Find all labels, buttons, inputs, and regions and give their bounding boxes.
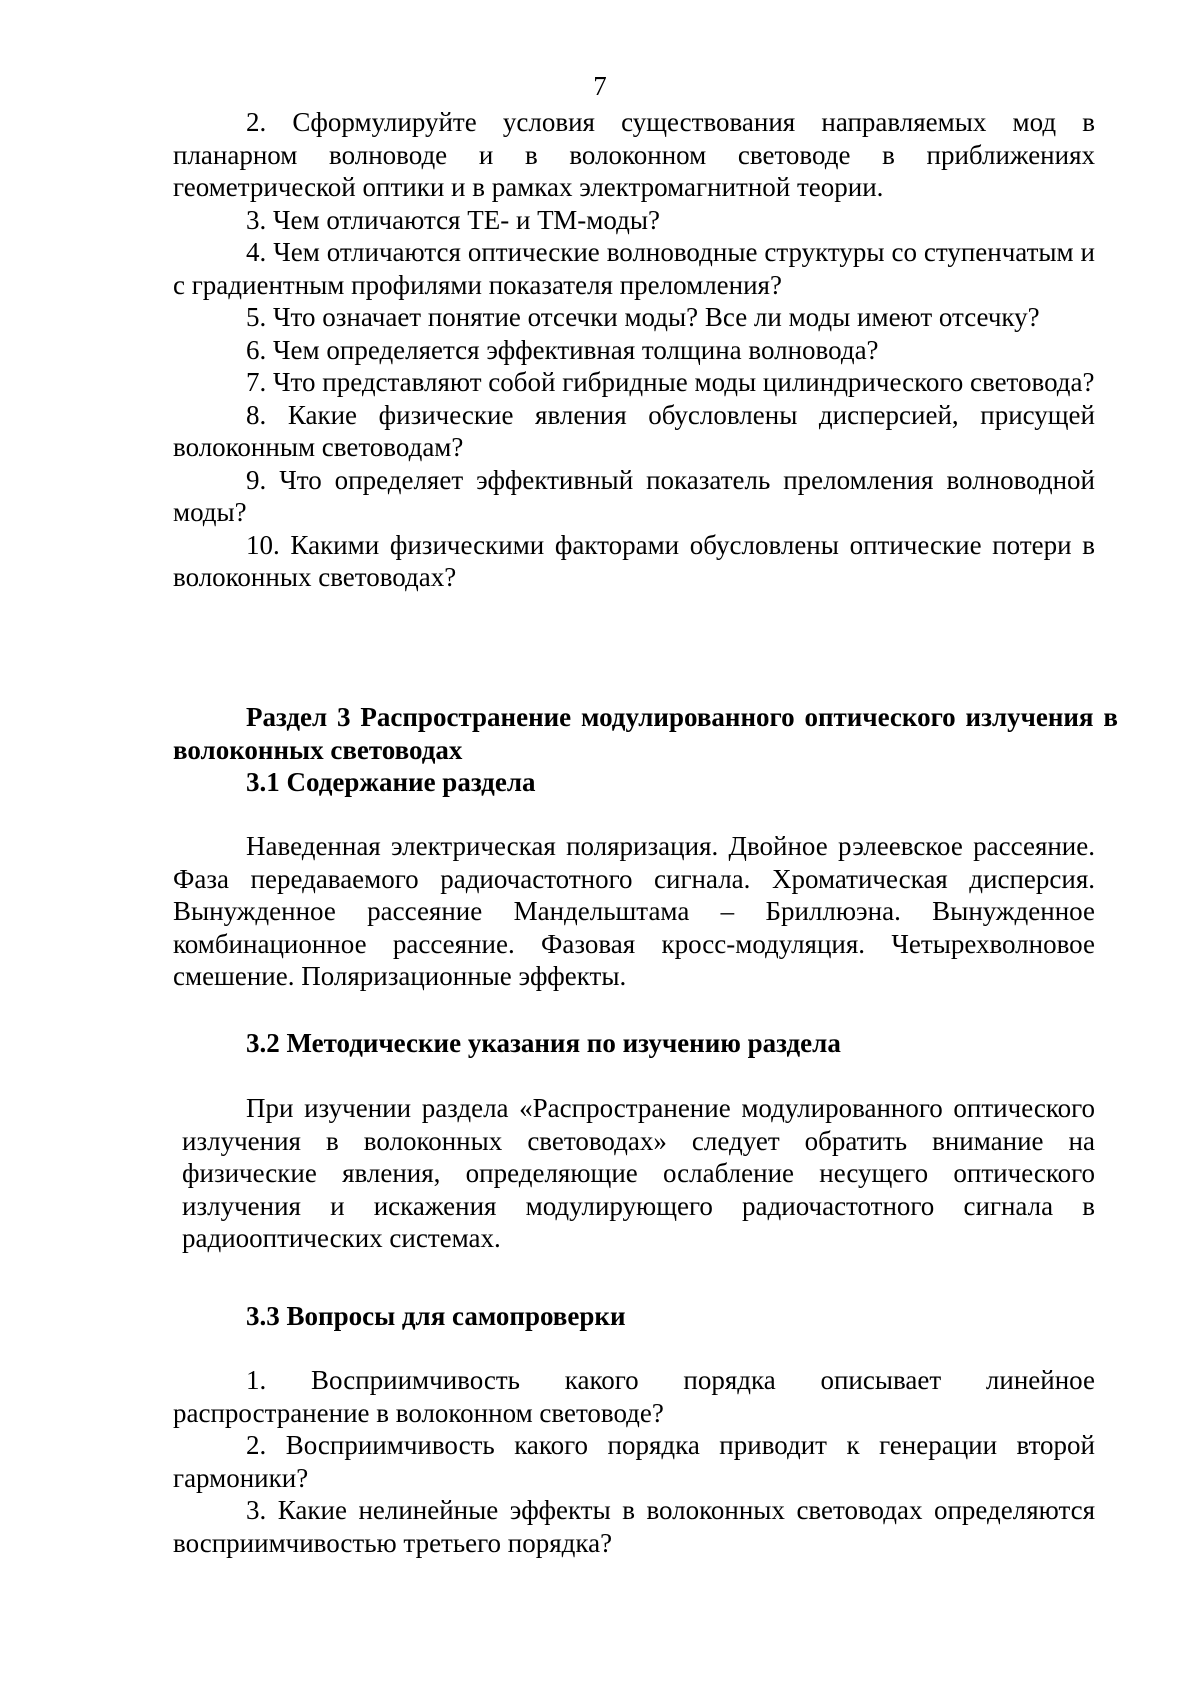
list-item: 10. Какими физическими факторами обусловлены оптические потери в волоконных световодах?: [173, 529, 1095, 594]
subsection-3-2-heading: [173, 1027, 1095, 1060]
subsection-title: 3.1 Содержание раздела: [173, 766, 1095, 799]
questions-list-section-2: [173, 106, 1095, 594]
list-item: 2. Восприимчивость какого порядка приводит к генерации второй гармоники?: [173, 1429, 1095, 1494]
document-page: [0, 0, 1200, 1697]
questions-list-section-3: [173, 1364, 1095, 1559]
paragraph: Наведенная электрическая поляризация. Двойное рэлеевское рассеяние. Фаза передаваемого радиочастотного сигнала. Хроматическая дисперсия. Вынужденное рассеяние Мандельштама – Бриллюэна. Вынужденное комбинационное рассеяние. Фазовая кросс-модуляция. Четырехволновое смешение. Поляризационные эффекты.: [173, 830, 1095, 993]
subsection-3-2-text: [182, 1092, 1095, 1255]
list-item: 9. Что определяет эффективный показатель преломления волноводной моды?: [173, 464, 1095, 529]
subsection-title: 3.2 Методические указания по изучению раздела: [173, 1027, 1095, 1060]
subsection-3-3-heading: [173, 1300, 1095, 1333]
list-item: 2. Сформулируйте условия существования направляемых мод в планарном волноводе и в волоконном световоде в приближениях геометрической оптики и в рамках электромагнитной теории.: [173, 106, 1095, 204]
paragraph: При изучении раздела «Распространение модулированного оптического излучения в волоконных световодах» следует обратить внимание на физические явления, определяющие ослабление несущего оптического излучения и искажения модулирующего радиочастотного сигнала в радиооптических системах.: [182, 1092, 1095, 1255]
list-item: 6. Чем определяется эффективная толщина волновода?: [173, 334, 1095, 367]
list-item: 3. Какие нелинейные эффекты в волоконных световодах определяются восприимчивостью третьего порядка?: [173, 1494, 1095, 1559]
list-item: 8. Какие физические явления обусловлены дисперсией, присущей волоконным световодам?: [173, 399, 1095, 464]
list-item: 1. Восприимчивость какого порядка описывает линейное распространение в волоконном световоде?: [173, 1364, 1095, 1429]
list-item: 5. Что означает понятие отсечки моды? Все ли моды имеют отсечку?: [173, 301, 1095, 334]
list-item: 3. Чем отличаются ТЕ- и ТМ-моды?: [173, 204, 1095, 237]
list-item: 7. Что представляют собой гибридные моды цилиндрического световода?: [173, 366, 1095, 399]
subsection-3-1-heading: [173, 766, 1095, 799]
subsection-title: 3.3 Вопросы для самопроверки: [173, 1300, 1095, 1333]
section-title: Раздел 3 Распространение модулированного оптического излучения в волоконных световодах: [173, 701, 1118, 766]
section-3-heading: [173, 701, 1118, 766]
subsection-3-1-text: [173, 830, 1095, 993]
page-number: 7: [0, 70, 1200, 103]
list-item: 4. Чем отличаются оптические волноводные структуры со ступенчатым и с градиентным профилями показателя преломления?: [173, 236, 1095, 301]
